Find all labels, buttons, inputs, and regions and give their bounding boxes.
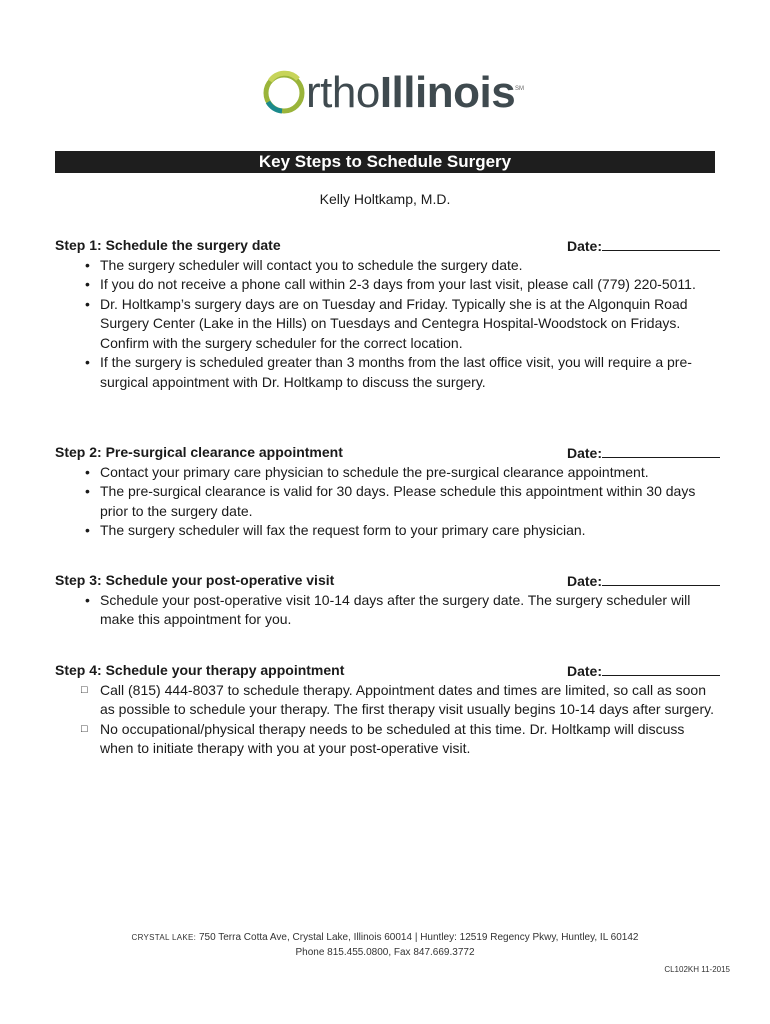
date-field[interactable]: Date: xyxy=(567,236,720,257)
orthoillinois-logo xyxy=(262,66,532,122)
checkbox-icon: □ xyxy=(81,683,88,696)
footer-phone: Phone 815.455.0800, Fax 847.669.3772 xyxy=(295,947,475,958)
list-item: • The surgery scheduler will contact you to schedule the surgery date. xyxy=(85,256,523,273)
list-item: • Contact your primary care physician to schedule the pre-surgical clearance appointment. xyxy=(85,463,649,480)
date-field[interactable]: Date: xyxy=(567,443,720,464)
step-heading: Step 3: Schedule your post-operative visit Date: xyxy=(55,571,720,591)
step-heading: Step 1: Schedule the surgery date Date: xyxy=(55,236,720,256)
step-heading: Step 2: Pre-surgical clearance appointment Date: xyxy=(55,443,720,463)
logo-wordmark: rthoIllinois xyxy=(306,68,516,117)
list-item: • Schedule your post-operative visit 10-14 days after the surgery date. The surgery scheduler will make this appointment for you. xyxy=(85,591,691,627)
date-field[interactable]: Date: xyxy=(567,661,720,682)
list-item: • If the surgery is scheduled greater than 3 months from the last office visit, you will require a pre-surgical appointment with Dr. Holtkamp to discuss the surgery. xyxy=(85,354,692,390)
checklist-item[interactable]: □ Call (815) 444-8037 to schedule therapy. Appointment dates and times are limited, so call as soon as possible to schedule your therapy. The first therapy visit usually begins 10-14 days after surgery. xyxy=(81,681,714,717)
doctor-name: Kelly Holtkamp, M.D. xyxy=(319,191,451,207)
step-3 xyxy=(55,571,720,630)
checklist-item[interactable]: □ No occupational/physical therapy needs to be scheduled at this time. Dr. Holtkamp will discuss when to initiate therapy with you at your post-operative visit. xyxy=(81,720,685,756)
step-2 xyxy=(55,443,720,541)
footer-address: CRYSTAL LAKE: 750 Terra Cotta Ave, Crystal Lake, Illinois 60014 | Huntley: 12519 Regency Pkwy, Huntley, IL 60142 xyxy=(131,932,639,943)
date-field[interactable]: Date: xyxy=(567,571,720,592)
checkbox-icon: □ xyxy=(81,722,88,735)
step-4 xyxy=(55,661,720,759)
list-item: • The surgery scheduler will fax the request form to your primary care physician. xyxy=(85,522,586,538)
service-mark: SM xyxy=(515,86,524,92)
list-item: • If you do not receive a phone call within 2-3 days from your last visit, please call (779) 220-5011. xyxy=(85,276,696,292)
step-1 xyxy=(55,236,720,392)
logo-ring-icon xyxy=(262,66,310,122)
list-item: • The pre-surgical clearance is valid for 30 days. Please schedule this appointment within 30 days prior to the surgery date. xyxy=(85,483,696,519)
page-title: Key Steps to Schedule Surgery xyxy=(55,151,715,173)
document-code: CL102KH 11-2015 xyxy=(664,965,730,974)
step-heading: Step 4: Schedule your therapy appointment Date: xyxy=(55,661,720,681)
footer xyxy=(0,930,770,960)
list-item: • Dr. Holtkamp’s surgery days are on Tuesday and Friday. Typically she is at the Algonquin Road Surgery Center (Lake in the Hills) on Tuesdays and Centegra Hospital-Woodstock on Fridays. Confirm with the surgery scheduler for the correct location. xyxy=(85,295,688,351)
